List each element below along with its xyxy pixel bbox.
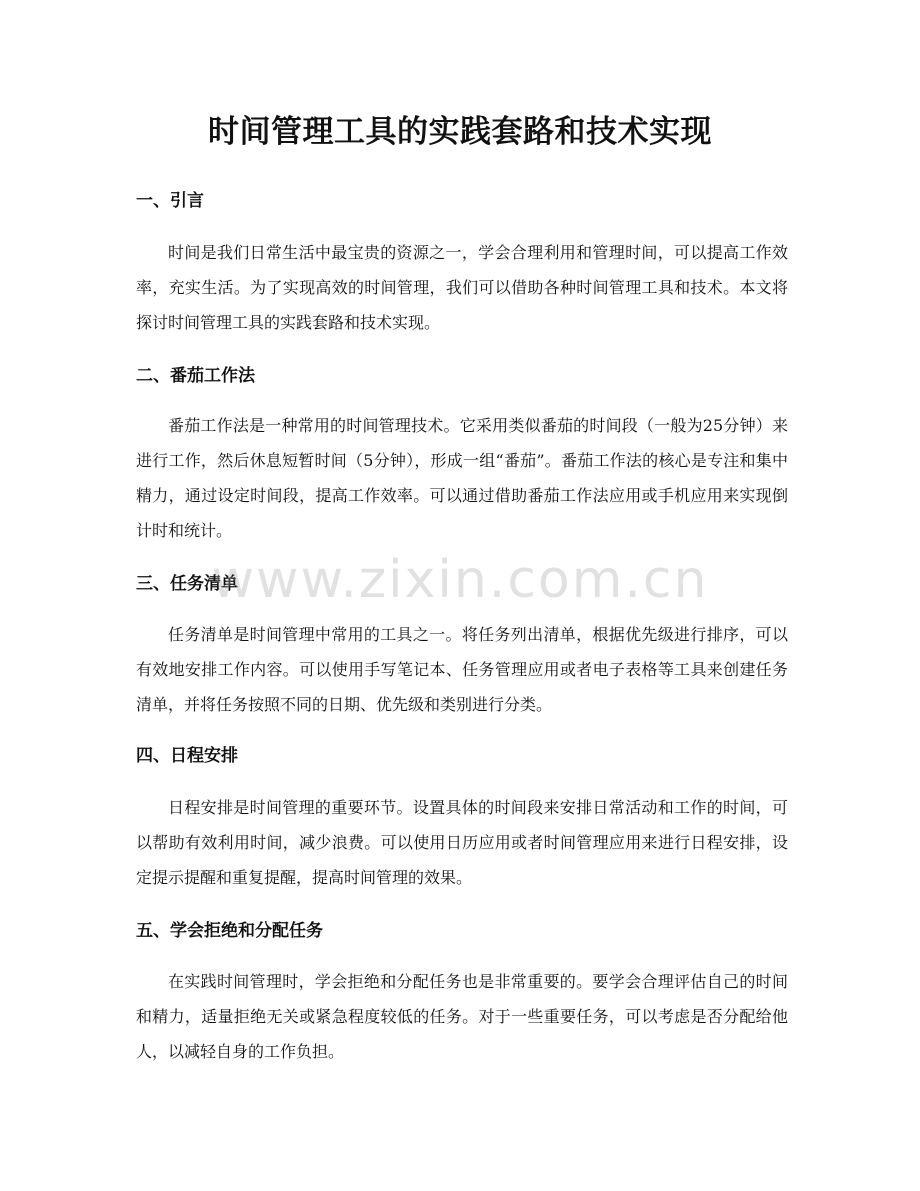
section-heading-pomodoro: 二、番茄工作法 xyxy=(136,366,255,386)
section-body-introduction: 时间是我们日常生活中最宝贵的资源之一，学会合理利用和管理时间，可以提高工作效率，充实生活。为了实现高效的时间管理，我们可以借助各种时间管理工具和技术。本文将探讨时间管理工具的实践套路和技术实现。 xyxy=(136,243,788,332)
section-heading-schedule: 四、日程安排 xyxy=(136,746,238,766)
watermark: www.zixin.com.cn xyxy=(211,550,709,610)
section-heading-introduction: 一、引言 xyxy=(136,191,204,211)
section-body-refuse-delegate: 在实践时间管理时，学会拒绝和分配任务也是非常重要的。要学会合理评估自己的时间和精力，适量拒绝无关或紧急程度较低的任务。对于一些重要任务，可以考虑是否分配给他人，以减轻自身的工作负担。 xyxy=(136,972,788,1061)
section-body-pomodoro: 番茄工作法是一种常用的时间管理技术。它采用类似番茄的时间段（一般为25分钟）来进行工作，然后休息短暂时间（5分钟），形成一组“番茄”。番茄工作法的核心是专注和集中精力，通过设定时间段，提高工作效率。可以通过借助番茄工作法应用或手机应用来实现倒计时和统计。 xyxy=(136,416,788,540)
section-body-schedule: 日程安排是时间管理的重要环节。设置具体的时间段来安排日常活动和工作的时间，可以帮助有效利用时间，减少浪费。可以使用日历应用或者时间管理应用来进行日程安排，设定提示提醒和重复提醒，提高时间管理的效果。 xyxy=(136,798,788,887)
section-heading-task-list: 三、任务清单 xyxy=(136,574,238,594)
section-heading-refuse-delegate: 五、学会拒绝和分配任务 xyxy=(136,921,323,941)
section-body-task-list: 任务清单是时间管理中常用的工具之一。将任务列出清单，根据优先级进行排序，可以有效地安排工作内容。可以使用手写笔记本、任务管理应用或者电子表格等工具来创建任务清单，并将任务按照不同的日期、优先级和类别进行分类。 xyxy=(136,625,788,714)
document-title: 时间管理工具的实践套路和技术实现 xyxy=(208,114,712,150)
